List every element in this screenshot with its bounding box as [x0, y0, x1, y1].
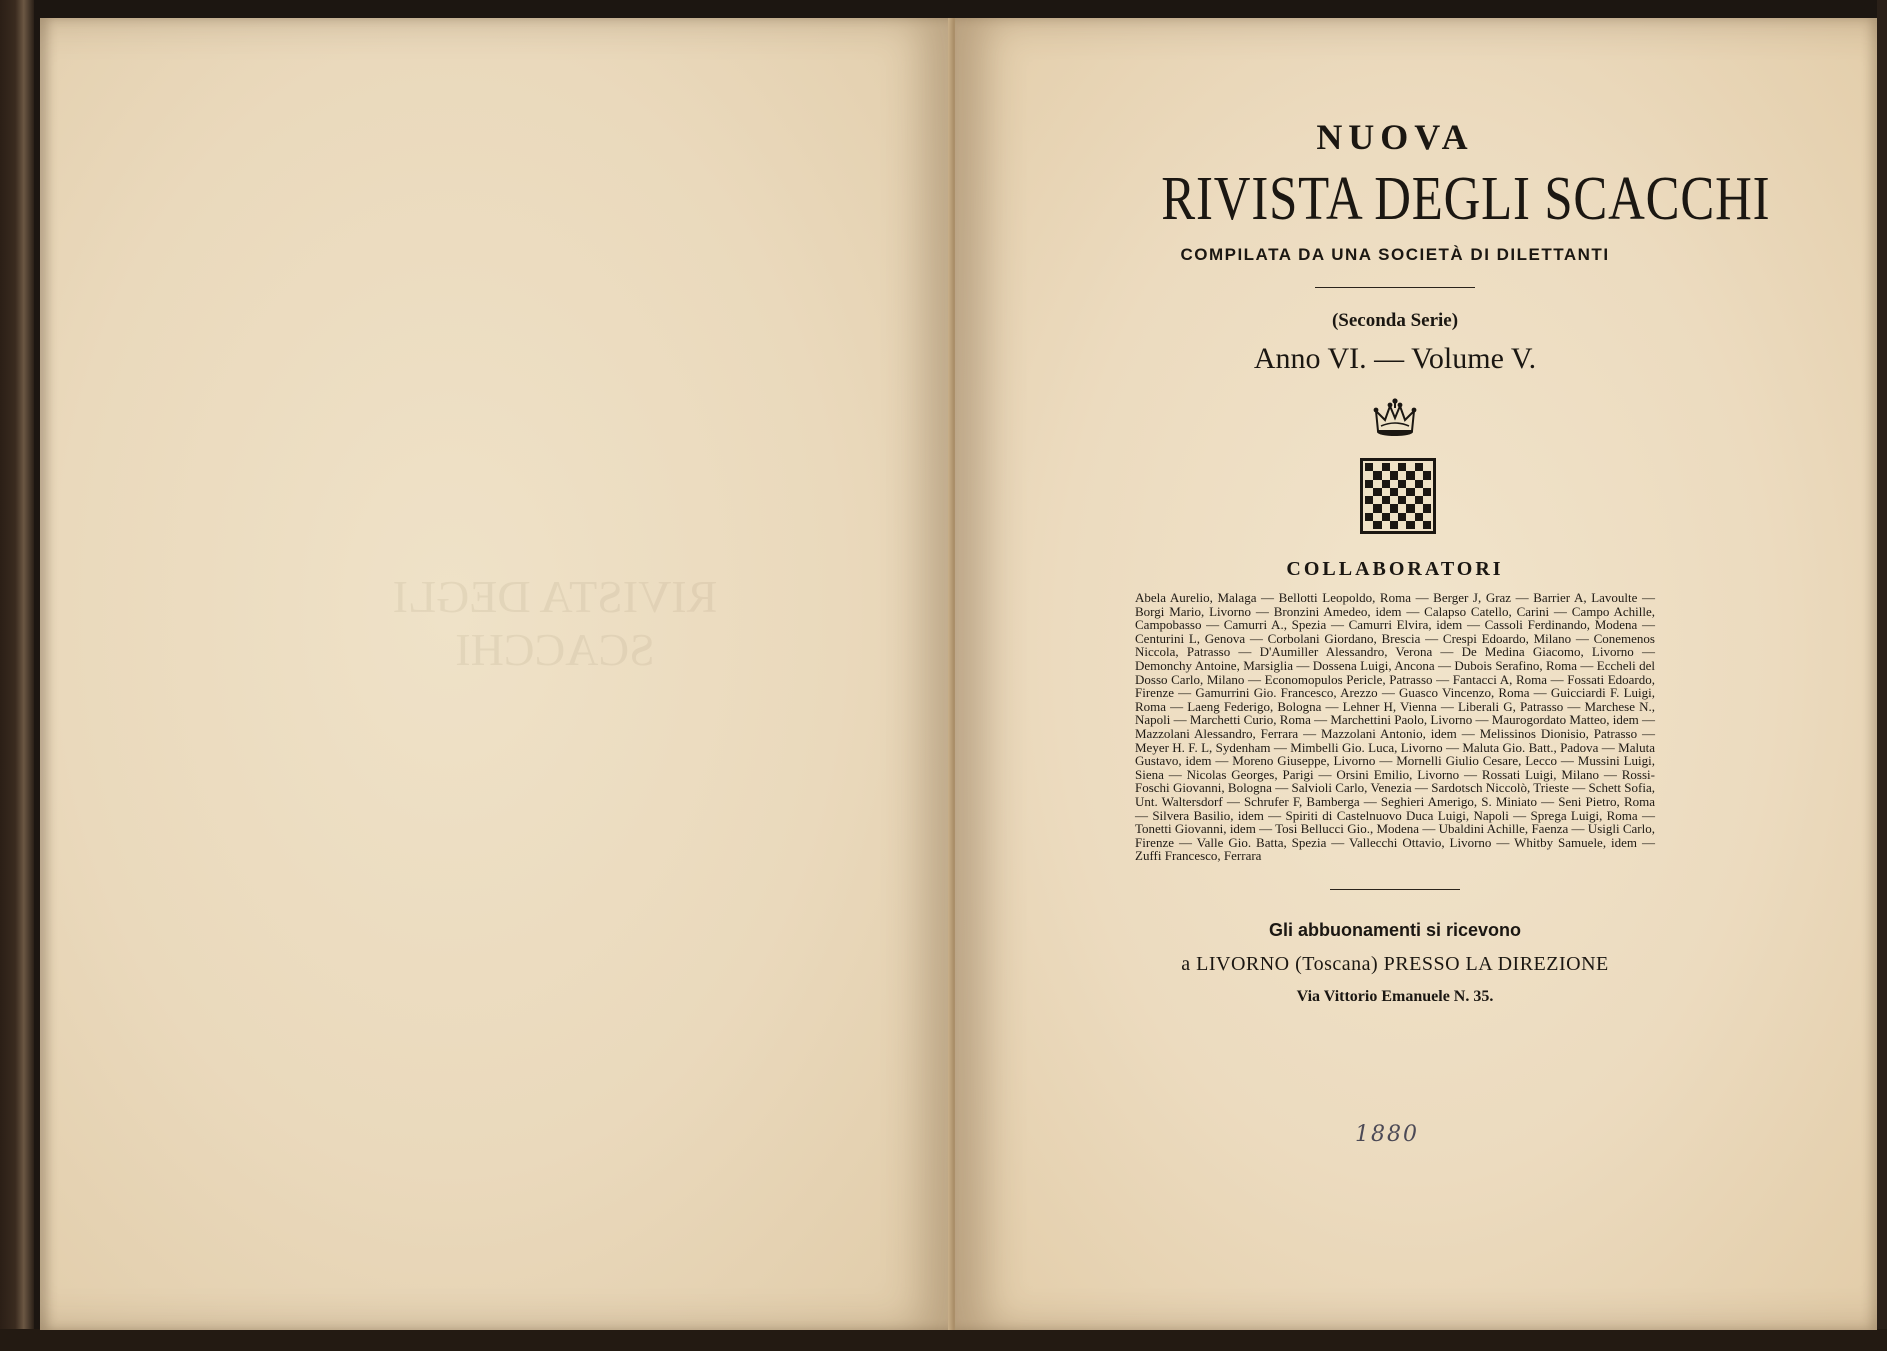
bleed-through-text: RIVISTA DEGLI SCACCHI [392, 571, 718, 675]
chessboard-icon [1360, 458, 1436, 534]
book-binding-bottom [0, 1329, 1887, 1351]
series-label: (Seconda Serie) [1331, 310, 1459, 331]
ornaments [1355, 398, 1435, 548]
crown-icon [1373, 398, 1417, 438]
address-line: a LIVORNO (Toscana) PRESSO LA DIREZIONE [1181, 952, 1609, 975]
title-page [1110, 115, 1771, 1006]
volume-label: Anno VI. — Volume V. [1253, 342, 1537, 375]
handwritten-year: 1880 [1355, 1122, 1419, 1147]
divider-rule [1315, 287, 1475, 288]
pre-title: NUOVA [1316, 117, 1474, 157]
journal-title: RIVISTA DEGLI SCACCHI [1161, 165, 1771, 233]
divider-rule-lower [1330, 889, 1460, 890]
journal-subtitle: COMPILATA DA UNA SOCIETÀ DI DILETTANTI [1180, 245, 1610, 264]
collaborators-list: Abela Aurelio, Malaga — Bellotti Leopoldo, Roma — Berger J, Graz — Barrier A, Lavoulte — Borgi Mario, Livorno — Bronzini Amedeo, idem — Calapso Catello, Carini — Campo Achille, Campobasso — Camurri A., Spezia — Camurri Elvira, idem — Cassoli Ferdinando, Modena — Centurini L, Genova — Corbolani Giordano, Brescia — Crespi Edoardo, Milano — Conemenos Niccola, Patrasso — D'Aumiller Alessandro, Verona — De Medina Giacomo, Livorno — Demonchy Antoine, Marsiglia — Dossena Luigi, Ancona — Dubois Serafino, Roma — Eccheli del Dosso Carlo, Milano — Economopulos Pericle, Patrasso — Fantacci A, Roma — Fossati Edoardo, Firenze — Gamurrini Gio. Francesco, Arezzo — Guasco Vincenzo, Roma — Guicciardi F. Luigi, Roma — Laeng Federigo, Bologna — Lehner H, Vienna — Liberali G, Patrasso — Marchese N., Napoli — Marchetti Curio, Roma — Marchettini Paolo, Livorno — Maurogordato Matteo, idem — Mazzolani Alessandro, Ferrara — Mazzolani Antonio, idem — Melissinos Dionisio, Patrasso — Meyer H. F. L, Sydenham — Mimbelli Gio. Luca, Livorno — Maluta Gio. Batt., Padova — Maluta Gustavo, idem — Moreno Giuseppe, Livorno — Mornelli Giulio Cesare, Lecco — Mussini Luigi, Siena — Nicolas Georges, Parigi — Orsini Emilio, Livorno — Rossati Luigi, Milano — Rossi-Foschi Giovanni, Bologna — Salvioli Carlo, Venezia — Sardotsch Niccolò, Trieste — Schett Sofia, Unt. Waltersdorf — Schrufer F, Bamberga — Seghieri Amerigo, S. Miniato — Seni Pietro, Roma — Silvera Basilio, idem — Spiriti di Castelnuovo Duca Luigi, Napoli — Sprega Luigi, Roma — Tonetti Giovanni, idem — Tosi Bellucci Gio., Modena — Ubaldini Achille, Faenza — Usigli Carlo, Firenze — Valle Gio. Batta, Spezia — Vallecchi Ottavio, Livorno — Whitby Samuele, idem — Zuffi Francesco, Ferrara [1135, 590, 1655, 864]
subscriptions-heading: Gli abbuonamenti si ricevono [1268, 919, 1522, 940]
book-binding-right [1877, 0, 1887, 1351]
street-address: Via Vittorio Emanuele N. 35. [1296, 987, 1494, 1005]
book-binding-left [0, 0, 34, 1351]
collaborators-heading: COLLABORATORI [1286, 558, 1504, 580]
